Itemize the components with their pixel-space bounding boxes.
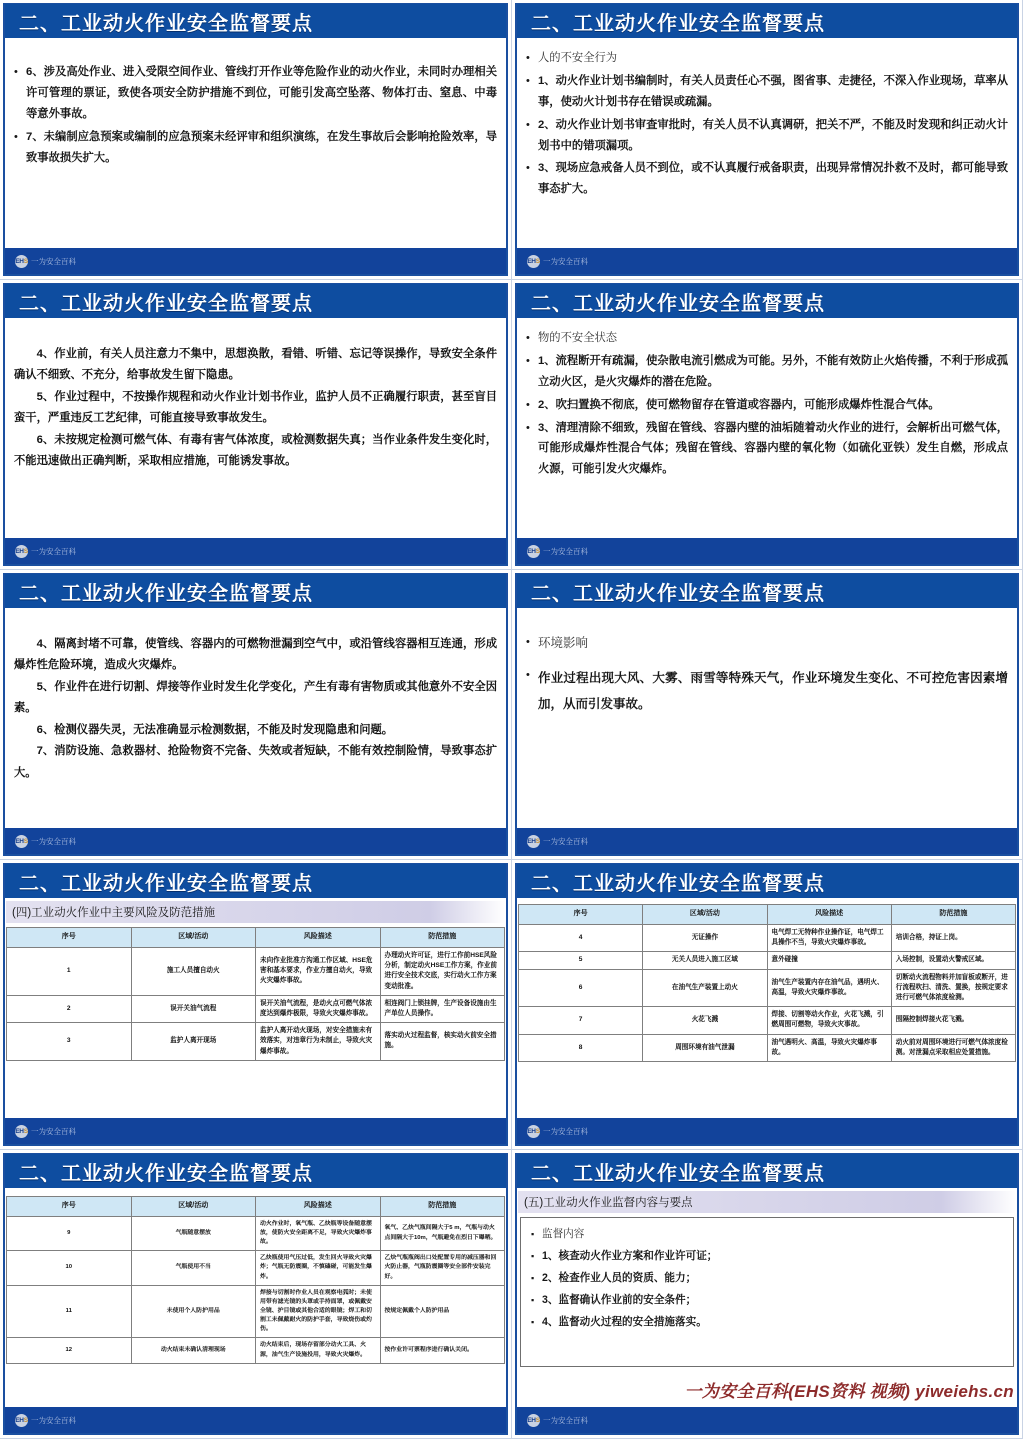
cell-index: 9: [7, 1216, 132, 1250]
bullet-text: 7、未编制应急预案或编制的应急预案未经评审和组织演练，在发生事故后会影响抢险效率，导致事故损失扩大。: [26, 130, 497, 164]
logo-label: 一为安全百科: [31, 546, 76, 556]
bullet-lead: [526, 632, 1008, 655]
slide-1: [0, 0, 512, 280]
cell-index: 6: [519, 969, 643, 1007]
slide-9: [0, 1150, 512, 1439]
cell-measure: 动火前对周围环境进行可燃气体浓度检测。对泄漏点采取相应处置措施。: [891, 1034, 1015, 1061]
cell-risk: 油气生产装置内存在油气品，遇明火、高温，导致火灾爆炸事故。: [767, 969, 891, 1007]
lead-text: 环境影响: [538, 636, 589, 650]
col-risk: 风险描述: [256, 1197, 381, 1217]
ehs-badge-icon: EH S: [527, 1414, 540, 1427]
cell-risk: 油气遇明火、高温，导致火灾爆炸事故。: [767, 1034, 891, 1061]
lead-text: 人的不安全行为: [538, 52, 618, 64]
table-row: [519, 969, 1016, 1007]
slide-title: 二、工业动火作业安全监督要点: [531, 582, 825, 605]
cell-risk: 意外碰撞: [767, 952, 891, 969]
cell-risk: 焊接与切割时作业人员在观察电弧时；未使用带有滤光镜的头罩或手持面罩，或佩戴安全镜、护目镜或其他合适的眼镜；焊工和切割工未佩戴耐火的防护手套，导致烧伤或灼伤。: [256, 1285, 381, 1338]
cell-measure: 乙炔气瓶瓶阀出口处配置专用的减压器和回火防止器，气瓶防震圈等安全部件安装完好。: [380, 1251, 505, 1285]
slide-body: [512, 38, 1022, 200]
slide-footer: [5, 1407, 506, 1433]
paragraph: 5、作业件在进行切割、焊接等作业时发生化学变化，产生有毒有害物质或其他意外不安全因素。: [14, 680, 497, 715]
bullet-text: 4、监督动火过程的安全措施落实。: [542, 1315, 707, 1328]
cell-area: 无证操作: [643, 924, 767, 951]
bullet-item: [14, 62, 497, 125]
col-measure: 防范措施: [380, 928, 505, 948]
col-area: 区域/活动: [643, 905, 767, 925]
table-row: [7, 1023, 505, 1061]
brand-logo: [15, 1414, 76, 1427]
bullet-dot: ▪: [531, 1229, 535, 1239]
slide-title: 二、工业动火作业安全监督要点: [19, 872, 313, 895]
logo-label: 一为安全百科: [543, 1415, 588, 1425]
cell-index: 1: [7, 947, 132, 995]
logo-label: 一为安全百科: [31, 1415, 76, 1425]
bullet-lead: [526, 48, 1008, 69]
slide-footer: [5, 828, 506, 854]
slide-body: [512, 318, 1022, 480]
bullet-item: [14, 127, 497, 169]
table-row: [519, 1034, 1016, 1061]
ehs-badge-icon: EH S: [15, 545, 28, 558]
slide-footer: [5, 248, 506, 274]
slide-header: [5, 574, 506, 608]
slide-footer: [517, 248, 1017, 274]
bullet-text: 2、吹扫置换不彻底，使可燃物留存在管道或容器内，可能形成爆炸性混合气体。: [538, 398, 940, 411]
brand-logo: [15, 835, 76, 848]
cell-index: 12: [7, 1338, 132, 1363]
cell-measure: 相连阀门上锁挂牌，生产设备设施由生产单位人员操作。: [380, 995, 505, 1022]
bullet-item: [526, 115, 1008, 157]
section-subtitle: (五)工业动火作业监督内容与要点: [518, 1191, 1016, 1213]
bullet-dot: •: [526, 354, 530, 367]
slide-body: [0, 610, 511, 784]
table-row: [7, 1216, 505, 1250]
brand-logo: [527, 835, 588, 848]
slide-title: 二、工业动火作业安全监督要点: [19, 1162, 313, 1185]
ehs-badge-icon: EH S: [527, 1125, 540, 1138]
bullet-item: [526, 71, 1008, 113]
paragraph: 6、未按规定检测可燃气体、有毒有害气体浓度，或检测数据失真；当作业条件发生变化时，不能迅速做出正确判断，采取相应措施，可能诱发事故。: [14, 433, 497, 468]
slide-title: 二、工业动火作业安全监督要点: [531, 12, 825, 35]
lead-text: 监督内容: [542, 1228, 585, 1240]
site-watermark: 一为安全百科(EHS资料 视频) yiweiehs.cn: [684, 1382, 1014, 1401]
cell-area: 未使用个人防护用品: [131, 1285, 256, 1338]
logo-label: 一为安全百科: [543, 836, 588, 846]
slide-header: [517, 284, 1017, 318]
bullet-text: 2、检查作业人员的资质、能力；: [542, 1271, 697, 1284]
col-index: 序号: [7, 1197, 132, 1217]
col-area: 区域/活动: [131, 928, 256, 948]
slide-header: [5, 284, 506, 318]
cell-risk: 乙炔瓶使用气压过低，发生回火导致火灾爆炸；气瓶无防震圈，不慎磕碰，可能发生爆炸。: [256, 1251, 381, 1285]
slide-footer: [517, 1407, 1017, 1433]
bullet-text: 3、监督确认作业前的安全条件；: [542, 1293, 697, 1306]
logo-label: 一为安全百科: [543, 546, 588, 556]
col-measure: 防范措施: [380, 1197, 505, 1217]
cell-risk: 未向作业批准方沟通工作区域、HSE危害和基本要求，作业方擅自动火，导致火灾爆炸事故。: [256, 947, 381, 995]
cell-measure: 培训合格，持证上岗。: [891, 924, 1015, 951]
table-row: [519, 924, 1016, 951]
brand-logo: [15, 1125, 76, 1138]
cell-area: 气瓶随意摆放: [131, 1216, 256, 1250]
section-subtitle: (四)工业动火作业中主要风险及防范措施: [6, 901, 505, 923]
table-row: [7, 947, 505, 995]
brand-logo: [15, 545, 76, 558]
bullet-dot: ▪: [531, 1272, 535, 1283]
cell-risk: 电气焊工无特种作业操作证，电气焊工具操作不当，导致火灾爆炸事故。: [767, 924, 891, 951]
ehs-badge-icon: EH S: [15, 1414, 28, 1427]
cell-area: 误开关油气流程: [131, 995, 256, 1022]
bullet-dot: •: [526, 118, 530, 131]
slide-footer: [517, 1118, 1017, 1144]
cell-measure: 按作业许可票程序进行确认关闭。: [380, 1338, 505, 1363]
bullet-text: 1、流程断开有疏漏，使杂散电流引燃成为可能。另外，不能有效防止火焰传播，不利于形成孤立动火区，是火灾爆炸的潜在危险。: [538, 354, 1008, 388]
bullet-dot: ▪: [531, 1316, 535, 1327]
col-area: 区域/活动: [131, 1197, 256, 1217]
cell-area: 动火结束未确认清理现场: [131, 1338, 256, 1363]
cell-index: 11: [7, 1285, 132, 1338]
slide-header: [5, 1154, 506, 1188]
bullet-text: 3、清理清除不细致，残留在管线、容器内壁的油垢随着动火作业的进行，会解析出可燃气体，可能形成爆炸性混合气体；残留在管线、容器内壁的氧化物（如硫化亚铁）发生自燃，形成点火源，可能引发火灾爆炸。: [538, 421, 1008, 476]
risk-table: [6, 1196, 505, 1364]
table-row: [7, 1285, 505, 1338]
lead-text: 物的不安全状态: [538, 332, 618, 344]
slide-footer: [517, 828, 1017, 854]
ehs-badge-icon: EH S: [527, 545, 540, 558]
slide-5: [0, 570, 512, 860]
cell-area: 在油气生产装置上动火: [643, 969, 767, 1007]
cell-risk: 误开关油气流程，是动火点可燃气体浓度达到爆炸极限，导致火灾爆炸事故。: [256, 995, 381, 1022]
paragraph: 4、隔离封堵不可靠，使管线、容器内的可燃物泄漏到空气中，或沿管线容器相互连通，形成爆炸性危险环境，造成火灾爆炸。: [14, 638, 497, 672]
cell-index: 2: [7, 995, 132, 1022]
cell-area: 火花飞溅: [643, 1007, 767, 1034]
slide-2: [512, 0, 1023, 280]
slide-header: [517, 4, 1017, 38]
slide-8: [512, 860, 1023, 1150]
bullet-dot: •: [526, 74, 530, 87]
slide-footer: [517, 538, 1017, 564]
bullet-item: [531, 1248, 1003, 1265]
table-row: [519, 952, 1016, 969]
bullet-lead: [531, 1226, 1003, 1243]
cell-risk: 监护人离开动火现场，对安全措施未有效落实，对违章行为未制止，导致火灾爆炸事故。: [256, 1023, 381, 1061]
slide-header: [517, 574, 1017, 608]
ehs-badge-icon: EH S: [527, 835, 540, 848]
bullet-dot: •: [526, 398, 530, 411]
col-risk: 风险描述: [256, 928, 381, 948]
slide-body: [0, 320, 511, 473]
logo-label: 一为安全百科: [543, 256, 588, 266]
risk-table: [6, 927, 505, 1061]
slide-footer: [5, 1118, 506, 1144]
logo-label: 一为安全百科: [31, 1126, 76, 1136]
bullet-item: [531, 1314, 1003, 1331]
bullet-item: [526, 395, 1008, 416]
cell-measure: 围隔控制焊接火花飞溅。: [891, 1007, 1015, 1034]
table-row: [7, 995, 505, 1022]
bullet-item: [531, 1292, 1003, 1309]
paragraph: 7、消防设施、急救器材、抢险物资不完备、失效或者短缺，不能有效控制险情，导致事态扩大。: [14, 745, 497, 779]
cell-measure: 入场控制，设置动火警戒区域。: [891, 952, 1015, 969]
slide-title: 二、工业动火作业安全监督要点: [19, 582, 313, 605]
bullet-item: [526, 351, 1008, 393]
bullet-dot: •: [14, 130, 18, 143]
brand-logo: [527, 255, 588, 268]
paragraph: 4、作业前，有关人员注意力不集中，思想涣散，看错、听错、忘记等误操作，导致安全条件确认不细致、不充分，给事故发生留下隐患。: [14, 348, 497, 382]
bullet-text: 作业过程出现大风、大雾、雨雪等特殊天气，作业环境发生变化、不可控危害因素增加，从而引发事故。: [538, 671, 1008, 712]
cell-area: 施工人员擅自动火: [131, 947, 256, 995]
cell-risk: 动火结束后，现场存留部分动火工具、火源，油气生产设施投用，导致火灾爆炸。: [256, 1338, 381, 1363]
cell-index: 7: [519, 1007, 643, 1034]
content-box: [520, 1217, 1014, 1367]
ehs-badge-icon: EH S: [527, 255, 540, 268]
bullet-dot: •: [526, 52, 530, 64]
cell-index: 10: [7, 1251, 132, 1285]
slide-title: 二、工业动火作业安全监督要点: [19, 12, 313, 35]
logo-label: 一为安全百科: [543, 1126, 588, 1136]
slide-title: 二、工业动火作业安全监督要点: [531, 872, 825, 895]
slide-title: 二、工业动火作业安全监督要点: [531, 1162, 825, 1185]
slide-4: [512, 280, 1023, 570]
table-row: [519, 1007, 1016, 1034]
bullet-dot: ▪: [531, 1294, 535, 1305]
slide-body: [512, 608, 1022, 718]
cell-index: 8: [519, 1034, 643, 1061]
bullet-item: [526, 418, 1008, 481]
cell-risk: 动火作业时，氧气瓶、乙炔瓶等设备随意摆放，使防火安全距离不足，导致火灾爆炸事故。: [256, 1216, 381, 1250]
ehs-badge-icon: EH S: [15, 255, 28, 268]
cell-measure: 氧气、乙炔气瓶间隔大于5 m，气瓶与动火点间隔大于10m，气瓶避免在烈日下曝晒。: [380, 1216, 505, 1250]
bullet-text: 6、涉及高处作业、进入受限空间作业、管线打开作业等危险作业的动火作业，未同时办理相关许可管理的票证，致使各项安全防护措施不到位，可能引发高空坠落、物体打击、窒息、中毒等意外事故。: [26, 66, 497, 120]
bullet-dot: •: [526, 421, 530, 434]
cell-index: 4: [519, 924, 643, 951]
paragraph: 6、检测仪器失灵，无法准确显示检测数据，不能及时发现隐患和问题。: [36, 723, 394, 736]
slide-10: [512, 1150, 1023, 1439]
cell-index: 5: [519, 952, 643, 969]
cell-measure: 落实动火过程监督，核实动火前安全措施。: [380, 1023, 505, 1061]
bullet-dot: •: [526, 636, 530, 648]
slide-6: [512, 570, 1023, 860]
slide-footer: [5, 538, 506, 564]
bullet-dot: •: [526, 162, 530, 175]
cell-measure: 按规定佩戴个人防护用品: [380, 1285, 505, 1338]
cell-area: 周围环境有油气泄漏: [643, 1034, 767, 1061]
bullet-text: 1、核查动火作业方案和作业许可证；: [542, 1249, 718, 1262]
slide-header: [517, 864, 1017, 898]
bullet-text: 3、现场应急戒备人员不到位，或不认真履行戒备职责，出现异常情况扑救不及时，都可能导致事态扩大。: [538, 162, 1008, 196]
bullet-dot: •: [526, 669, 530, 682]
paragraph: 5、作业过程中，不按操作规程和动火作业计划书作业，监护人员不正确履行职责，甚至盲目蛮干，严重违反工艺纪律，可能直接导致事故发生。: [14, 390, 497, 425]
table-row: [7, 1251, 505, 1285]
slide-header: [5, 4, 506, 38]
bullet-lead: [526, 328, 1008, 349]
slide-7: [0, 860, 512, 1150]
cell-measure: 切断动火流程物料并加盲板或断开，进行流程吹扫、清洗、置换，按规定要求进行可燃气体浓度检测。: [891, 969, 1015, 1007]
col-measure: 防范措施: [891, 905, 1015, 925]
col-risk: 风险描述: [767, 905, 891, 925]
cell-measure: 办理动火许可证，进行工作前HSE风险分析，制定动火HSE工作方案，作业前进行安全技术交底，实行动火工作方案变动批准。: [380, 947, 505, 995]
bullet-dot: •: [14, 66, 18, 78]
table-header-row: [519, 905, 1016, 925]
risk-table: [518, 904, 1016, 1062]
brand-logo: [527, 545, 588, 558]
brand-logo: [15, 255, 76, 268]
cell-index: 3: [7, 1023, 132, 1061]
slide-3: [0, 280, 512, 570]
slide-body: [0, 38, 511, 168]
bullet-item: [526, 158, 1008, 200]
slide-header: [5, 864, 506, 898]
ehs-badge-icon: EH S: [15, 835, 28, 848]
brand-logo: [527, 1125, 588, 1138]
cell-area: 无关人员进入施工区域: [643, 952, 767, 969]
bullet-item: [531, 1270, 1003, 1287]
slide-title: 二、工业动火作业安全监督要点: [19, 292, 313, 315]
bullet-dot: ▪: [531, 1250, 535, 1261]
cell-risk: 焊接、切割等动火作业，火花飞溅，引燃周围可燃物，导致火灾事故。: [767, 1007, 891, 1034]
cell-area: 气瓶使用不当: [131, 1251, 256, 1285]
logo-label: 一为安全百科: [31, 256, 76, 266]
table-header-row: [7, 1197, 505, 1217]
slide-title: 二、工业动火作业安全监督要点: [531, 292, 825, 315]
table-header-row: [7, 928, 505, 948]
ehs-badge-icon: EH S: [15, 1125, 28, 1138]
slide-header: [517, 1154, 1017, 1188]
col-index: 序号: [519, 905, 643, 925]
table-row: [7, 1338, 505, 1363]
col-index: 序号: [7, 928, 132, 948]
bullet-dot: •: [526, 332, 530, 344]
brand-logo: [527, 1414, 588, 1427]
cell-area: 监护人离开现场: [131, 1023, 256, 1061]
logo-label: 一为安全百科: [31, 836, 76, 846]
bullet-item: [526, 665, 1008, 718]
bullet-text: 2、动火作业计划书审查审批时，有关人员不认真调研，把关不严，不能及时发现和纠正动火计划书中的错项漏项。: [538, 118, 1008, 152]
bullet-text: 1、动火作业计划书编制时，有关人员责任心不强，图省事、走捷径，不深入作业现场，草率从事，使动火计划书存在错误或疏漏。: [538, 74, 1008, 108]
